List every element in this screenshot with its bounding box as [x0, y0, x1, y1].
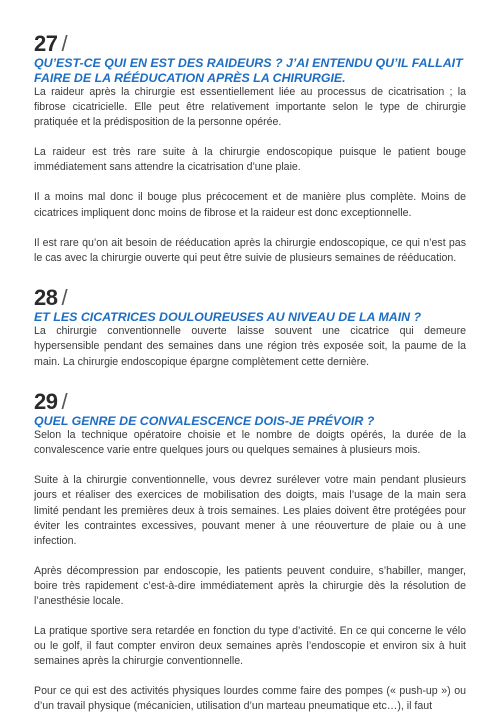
- section-slash: /: [61, 388, 68, 414]
- paragraph: Selon la technique opératoire choisie et le nombre de doigts opérés, la durée de la convalescence varie entre quelques jours ou quelques semaines à plusieurs mois.: [34, 429, 466, 457]
- section-question: ET LES CICATRICES DOULOUREUSES AU NIVEAU DE LA MAIN ?: [34, 309, 422, 324]
- section-number-text: 29: [34, 388, 58, 414]
- paragraph: La raideur est très rare suite à la chirurgie endoscopique puisque le patient bouge immédiatement sans attendre la cicatrisation d’une plaie.: [34, 146, 466, 174]
- section-slash: /: [61, 31, 68, 56]
- paragraph: Pour ce qui est des activités physiques lourdes comme faire des pompes (« push-up ») ou d’un travail physique (mécanicien, utilisation d’un marteau pneumatique etc…), il faut: [34, 685, 466, 713]
- section-question: QU’EST-CE QUI EN EST DES RAIDEURS ? J’AI ENTENDU QU’IL FALLAIT FAIRE DE LA RÉÉDUCATION APRÈS LA CHIRURGIE.: [34, 56, 463, 85]
- paragraph: Suite à la chirurgie conventionnelle, vous devrez surélever votre main pendant plusieurs jours et réaliser des exercices de mobilisation des doigts, mais l’usage de la main sera limité pendant les premières deux à trois semaines. Les plaies doivent être protégées pour éviter les contraintes excessives, pouvant mener à une réouverture de plaie ou à une infection.: [34, 474, 466, 547]
- faq-section-27: [34, 32, 466, 266]
- section-number: [34, 390, 466, 414]
- paragraph: Il est rare qu’on ait besoin de rééducation après la chirurgie endoscopique, ce qui n’est pas le cas avec la chirurgie ouverte qui peut être suivie de plusieurs semaines de rééducation.: [34, 236, 466, 264]
- faq-section-28: [34, 286, 466, 370]
- section-number: [34, 286, 466, 310]
- paragraph: La pratique sportive sera retardée en fonction du type d’activité. En ce qui concerne le vélo ou le golf, il faut compter environ deux semaines après l’endoscopie et environ six à huit semaines après la chirurgie conventionnelle.: [34, 625, 466, 668]
- section-number-text: 27: [34, 31, 58, 56]
- paragraph: Après décompression par endoscopie, les patients peuvent conduire, s’habiller, manger, boire très rapidement c’est-à-dire immédiatement après la chirurgie dès la résolution de l’anesthésie locale.: [34, 564, 466, 607]
- paragraph: La chirurgie conventionnelle ouverte laisse souvent une cicatrice qui demeure hypersensible pendant des semaines dans une région très exposée soit, la paume de la main. La chirurgie endoscopique épargne complètement cette dernière.: [34, 325, 466, 368]
- section-slash: /: [61, 284, 68, 310]
- faq-section-29: [34, 390, 466, 715]
- paragraph: La raideur après la chirurgie est essentiellement liée au processus de cicatrisation ; la fibrose cicatricielle. Elle peut être relativement importante selon le type de chirurgie pratiquée et la prédisposition de la personne opérée.: [34, 86, 466, 129]
- section-number-text: 28: [34, 284, 58, 310]
- section-number: [34, 32, 466, 56]
- paragraph: Il a moins mal donc il bouge plus précocement et de manière plus complète. Moins de cicatrices impliquent donc moins de fibrose et la raideur est donc exceptionnelle.: [34, 191, 466, 219]
- section-question: QUEL GENRE DE CONVALESCENCE DOIS-JE PRÉVOIR ?: [34, 413, 375, 428]
